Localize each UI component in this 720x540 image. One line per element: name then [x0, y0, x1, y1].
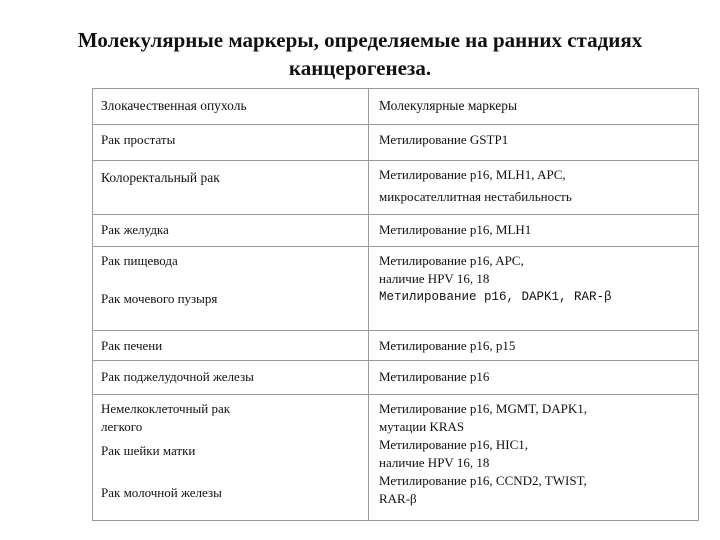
marker-line: наличие HPV 16, 18: [379, 271, 490, 286]
tumor-line: Рак мочевого пузыря: [101, 291, 218, 306]
markers-cell: Метилирование GSTP1: [369, 125, 699, 161]
marker-line: Метилирование p16, MGMT, DAPK1,: [379, 401, 588, 416]
page-title: [20, 26, 700, 82]
table-row: [93, 215, 699, 247]
markers-cell: [369, 395, 699, 521]
title-line-1: Молекулярные маркеры, определяемые на ранних стадиях: [77, 28, 643, 52]
tumor-cell: [93, 247, 369, 331]
table-row: [93, 361, 699, 395]
tumor-cell: Рак поджелудочной железы: [93, 361, 369, 395]
marker-line: мутации KRAS: [379, 419, 465, 434]
markers-cell: [369, 161, 699, 215]
header-markers: Молекулярные маркеры: [369, 89, 699, 125]
marker-line: Метилирование p16, CCND2, TWIST,: [379, 473, 587, 488]
tumor-line: Рак молочной железы: [101, 485, 222, 500]
markers-cell: Метилирование p16: [369, 361, 699, 395]
table-header-row: [93, 89, 699, 125]
tumor-cell: Рак желудка: [93, 215, 369, 247]
tumor-line: Немелкоклеточный рак: [101, 401, 231, 416]
table-row: [93, 247, 699, 331]
tumor-line: легкого: [101, 419, 143, 434]
title-line-2: канцерогенеза.: [288, 56, 432, 80]
markers-cell: Метилирование p16, MLH1: [369, 215, 699, 247]
marker-line: микросателлитная нестабильность: [379, 189, 572, 204]
marker-line: Метилирование p16, HIC1,: [379, 437, 529, 452]
tumor-line: Рак пищевода: [101, 253, 178, 268]
marker-line: наличие HPV 16, 18: [379, 455, 490, 470]
marker-line: Метилирование p16, APC,: [379, 253, 524, 268]
table-row: [93, 331, 699, 361]
markers-cell: Метилирование p16, p15: [369, 331, 699, 361]
tumor-line: Рак шейки матки: [101, 443, 196, 458]
tumor-cell: [93, 161, 369, 215]
marker-line: Метилирование p16, MLH1, APC,: [379, 167, 566, 182]
tumor-cell: Рак печени: [93, 331, 369, 361]
table-row: [93, 125, 699, 161]
marker-line: RAR-β: [379, 491, 417, 506]
markers-table: [92, 88, 699, 521]
header-tumor: Злокачественная опухоль: [93, 89, 369, 125]
table-row: [93, 395, 699, 521]
marker-line: Метилирование p16, DAPK1, RAR-β: [379, 290, 612, 304]
markers-cell: [369, 247, 699, 331]
tumor-line: Колоректальный рак: [101, 170, 220, 185]
tumor-cell: [93, 395, 369, 521]
tumor-cell: Рак простаты: [93, 125, 369, 161]
table-row: [93, 161, 699, 215]
